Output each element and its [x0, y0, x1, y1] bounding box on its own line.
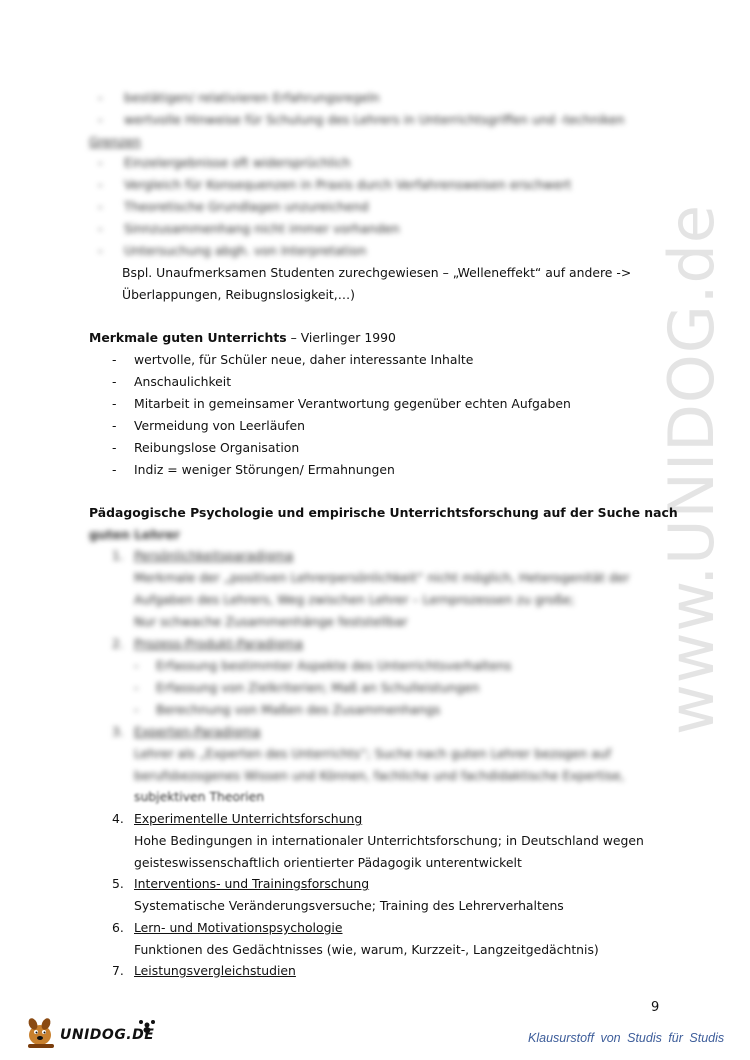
logo-text: UNIDOG.DE [60, 1027, 155, 1043]
list-item-title: Leistungsvergleichstudien [134, 963, 296, 978]
watermark: www.UNIDOG.de [655, 204, 728, 735]
page-number: 9 [651, 1000, 660, 1015]
list-item-desc: Merkmale der „positiven Lehrerpersönlichkeit“ nicht möglich, Heterogenität der [134, 570, 630, 585]
list-item-desc: Lehrer als „Experten des Unterrichts“; Suche nach guten Lehrer bezogen auf [134, 746, 612, 761]
merkmale-item: Indiz = weniger Störungen/ Ermahnungen [134, 462, 395, 477]
list-dash: - [112, 396, 117, 411]
list-item-title: Experten-Paradigma [134, 724, 261, 739]
blurred-text: bestätigen/ relativieren Erfahrungsregeln [124, 90, 380, 105]
merkmale-item: Mitarbeit in gemeinsamer Verantwortung gegenüber echten Aufgaben [134, 396, 571, 411]
blurred-dash: - [98, 112, 103, 127]
list-item-title: Persönlichkeitsparadigma [134, 548, 294, 563]
blurred-text: Einzelergebnisse oft widersprüchlich [124, 155, 351, 170]
list-item-title: Interventions- und Trainingsforschung [134, 876, 370, 891]
list-item-desc: geisteswissenschaftlich orientierter Pädagogik unterentwickelt [134, 855, 522, 870]
blurred-dash: - [98, 221, 103, 236]
merkmale-item: Anschaulichkeit [134, 374, 232, 389]
blurred-text: Theoretische Grundlagen unzureichend [124, 199, 369, 214]
merkmale-title: Merkmale guten Unterrichts [89, 330, 287, 345]
list-item-desc: berufsbezogenes Wissen und Können, fachliche und fachdidaktische Expertise, [134, 768, 625, 783]
merkmale-item: Vermeidung von Leerläufen [134, 418, 305, 433]
merkmale-source: – Vierlinger 1990 [286, 330, 396, 345]
blurred-dash: - [134, 702, 139, 717]
list-item-desc: Systematische Veränderungsversuche; Training des Lehrerverhaltens [134, 898, 564, 913]
list-item-title: Experimentelle Unterrichtsforschung [134, 811, 363, 826]
paed-heading: Pädagogische Psychologie und empirische Unterrichtsforschung auf der Suche nach [89, 505, 678, 520]
merkmale-heading [89, 330, 396, 346]
list-item-desc: subjektiven Theorien [134, 789, 265, 804]
list-item-title: Prozess-Produkt-Paradigma [134, 636, 304, 651]
example-note-line-2: Überlappungen, Reibugnslosigkeit,…) [122, 287, 355, 302]
list-number: 3. [112, 724, 124, 739]
merkmale-item: Reibungslose Organisation [134, 440, 300, 455]
list-item-desc: Funktionen des Gedächtnisses (wie, warum, Kurzzeit-, Langzeitgedächtnis) [134, 942, 599, 957]
blurred-dash: - [98, 155, 103, 170]
list-number: 4. [112, 811, 124, 826]
list-item-desc: Hohe Bedingungen in internationaler Unterrichtsforschung; in Deutschland wegen [134, 833, 644, 848]
blurred-dash: - [98, 90, 103, 105]
blurred-heading: Grenzen [89, 134, 141, 149]
blurred-dash: - [98, 243, 103, 258]
list-number: 7. [112, 963, 124, 978]
footer-tagline: Klausurstoff von Studis für Studis [528, 1031, 725, 1045]
merkmale-item: wertvolle, für Schüler neue, daher interessante Inhalte [134, 352, 474, 367]
list-number: 6. [112, 920, 124, 935]
list-item-desc: Erfassung von Zielkriterien; Maß an Schulleistungen [156, 680, 480, 695]
list-number: 1. [112, 548, 124, 563]
list-dash: - [112, 418, 117, 433]
list-dash: - [112, 374, 117, 389]
blurred-dash: - [134, 658, 139, 673]
list-item-title: Lern- und Motivationspsychologie [134, 920, 343, 935]
list-dash: - [112, 462, 117, 477]
example-note-line-1: Bspl. Unaufmerksamen Studenten zurechgewiesen – „Welleneffekt“ auf andere -> [122, 265, 632, 280]
list-item-desc: Aufgaben des Lehrers, Weg zwischen Lehrer – Lernprozessen zu große; [134, 592, 575, 607]
blurred-text: Vergleich für Konsequenzen in Praxis durch Verfahrensweisen erschwert [124, 177, 572, 192]
list-number: 5. [112, 876, 124, 891]
blurred-dash: - [98, 199, 103, 214]
list-dash: - [112, 352, 117, 367]
list-item-desc: Erfassung bestimmter Aspekte des Unterrichtsverhaltens [156, 658, 512, 673]
list-number: 2. [112, 636, 124, 651]
blurred-dash: - [98, 177, 103, 192]
blurred-text: Sinnzusammenhang nicht immer vorhanden [124, 221, 400, 236]
blurred-dash: - [134, 680, 139, 695]
list-item-desc: Nur schwache Zusammenhänge feststellbar [134, 614, 408, 629]
blurred-text: wertvolle Hinweise für Schulung des Lehrers in Unterrichtsgriffen und -techniken [124, 112, 625, 127]
unidog-logo [20, 1015, 170, 1049]
list-dash: - [112, 440, 117, 455]
list-item-desc: Berechnung von Maßen des Zusammenhangs [156, 702, 441, 717]
blurred-text: Untersuchung abgh. von Interpretation [124, 243, 367, 258]
paed-heading-cont: guten Lehrer [89, 527, 180, 542]
